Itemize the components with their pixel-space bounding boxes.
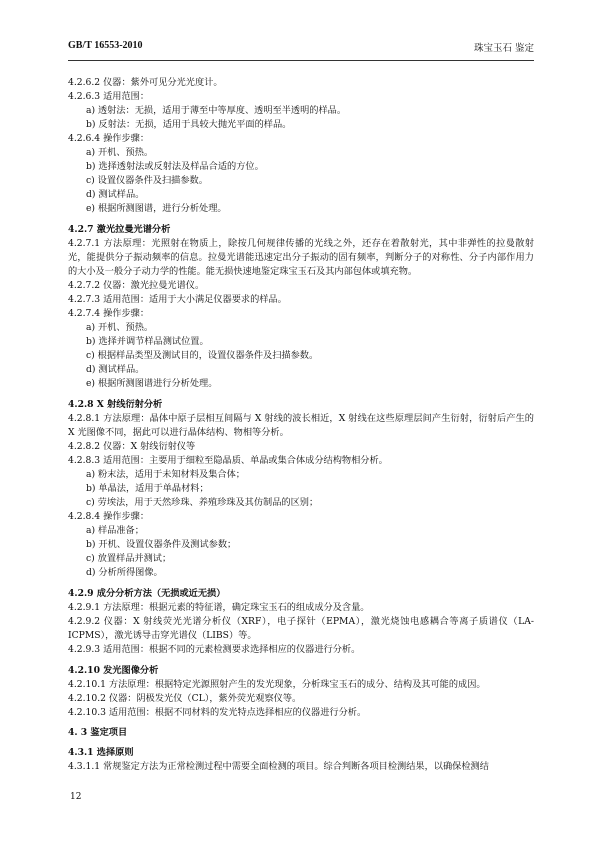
list-item: c) 根据样品类型及测试目的，设置仪器条件及扫描参数。 bbox=[86, 350, 319, 361]
list-item: d) 测试样品。 bbox=[86, 364, 145, 375]
clause-4-2-6-4: 4.2.6.4 操作步骤： bbox=[68, 133, 150, 144]
list-item: a) 开机、预热。 bbox=[86, 147, 154, 158]
section-4-2-10 bbox=[68, 664, 534, 720]
clause-4-2-6-3: 4.2.6.3 适用范围： bbox=[68, 91, 150, 102]
list-item: a) 透射法：无损，适用于薄至中等厚度、透明至半透明的样品。 bbox=[86, 105, 347, 116]
clause-4-2-7-4: 4.2.7.4 操作步骤： bbox=[68, 308, 150, 319]
clause-4-2-8-1: 4.2.8.1 方法原理：晶体中原子层相互间隔与 X 射线的波长相近，X 射线在这些原理层间产生衍射，衍射后产生的 X 光图像不同，据此可以进行晶体结构、物相等分析。 bbox=[68, 413, 534, 438]
list-item: d) 测试样品。 bbox=[86, 189, 145, 200]
clause-4-2-10-1: 4.2.10.1 方法原理：根据特定光源照射产生的发光现象，分析珠宝玉石的成分、结构及其可能的成因。 bbox=[68, 679, 486, 690]
clause-4-2-10-2: 4.2.10.2 仪器：阴极发光仪（CL），紫外荧光观察仪等。 bbox=[68, 693, 302, 704]
section-4-2-7 bbox=[68, 223, 534, 391]
list-item: e) 根据所测图谱，进行分析处理。 bbox=[86, 203, 227, 214]
list-item: b) 反射法：无损，适用于具较大抛光平面的样品。 bbox=[86, 119, 292, 130]
list-item: b) 开机、设置仪器条件及测试参数； bbox=[86, 539, 237, 550]
section-heading: 4.2.9 成分分析方法（无损或近无损） bbox=[68, 588, 226, 599]
clause-4-2-6-2: 4.2.6.2 仪器：紫外可见分光光度计。 bbox=[68, 77, 223, 88]
clause-4-2-8-3: 4.2.8.3 适用范围：主要用于细粒至隐晶质、单晶或集合体成分结构物相分析。 bbox=[68, 455, 388, 466]
list-item: b) 单晶法，适用于单晶材料； bbox=[86, 483, 209, 494]
document-body bbox=[68, 76, 534, 774]
section-heading: 4.2.10 发光图像分析 bbox=[68, 665, 159, 676]
clause-4-2-8-2: 4.2.8.2 仪器：X 射线衍射仪等 bbox=[68, 441, 196, 452]
list-item: d) 分析所得图像。 bbox=[86, 567, 163, 578]
clause-4-2-7-1: 4.2.7.1 方法原理：光照射在物质上，除按几何规律传播的光线之外，还存在着散射光，其中非弹性的拉曼散射光，能提供分子振动频率的信息。拉曼光谱能迅速定出分子振动的固有频率，判断分子的对称性、分子内部作用力的大小及一般分子动力学的性能。能无损快速地鉴定珠宝玉石及其内部包体或填充物。 bbox=[68, 238, 534, 277]
section-heading: 4. 3 鉴定项目 bbox=[68, 727, 128, 738]
clause-4-2-9-1: 4.2.9.1 方法原理：根据元素的特征谱，确定珠宝玉石的组成成分及含量。 bbox=[68, 602, 370, 613]
subsection-heading: 4.3.1 选择原则 bbox=[68, 747, 134, 758]
list-item: c) 放置样品并测试； bbox=[86, 553, 172, 564]
list-item: a) 样品准备； bbox=[86, 525, 144, 536]
list-item: c) 设置仪器条件及扫描参数。 bbox=[86, 175, 208, 186]
list-item: e) 根据所测图谱进行分析处理。 bbox=[86, 378, 218, 389]
list-item: b) 选择并调节样品测试位置。 bbox=[86, 336, 209, 347]
clause-4-3-1-1: 4.3.1.1 常规鉴定方法为正常检测过程中需要全面检测的项目。综合判断各项目检测结果，以确保检测结 bbox=[68, 761, 489, 772]
standard-code: GB/T 16553-2010 bbox=[68, 40, 143, 51]
section-4-2-8 bbox=[68, 398, 534, 580]
header-rule bbox=[68, 60, 534, 61]
section-4-2-9 bbox=[68, 587, 534, 657]
clause-4-2-9-2: 4.2.9.2 仪器：X 射线荧光光谱分析仪（XRF），电子探针（EPMA），激光烧蚀电感耦合等离子质谱仪（LA-ICPMS），激光诱导击穿光谱仪（LIBS）等。 bbox=[68, 616, 534, 641]
standard-title: 珠宝玉石 鉴定 bbox=[473, 43, 534, 54]
page-header bbox=[68, 40, 534, 54]
section-heading: 4.2.7 激光拉曼光谱分析 bbox=[68, 224, 171, 235]
list-item: a) 开机、预热。 bbox=[86, 322, 154, 333]
page-number: 12 bbox=[70, 792, 82, 802]
list-item: b) 选择透射法或反射法及样品合适的方位。 bbox=[86, 161, 264, 172]
clause-4-2-7-3: 4.2.7.3 适用范围：适用于大小满足仪器要求的样品。 bbox=[68, 294, 287, 305]
list-item: a) 粉末法，适用于未知材料及集合体； bbox=[86, 469, 245, 480]
clause-4-2-10-3: 4.2.10.3 适用范围：根据不同材料的发光特点选择相应的仪器进行分析。 bbox=[68, 707, 367, 718]
list-item: c) 劳埃法，用于天然珍珠、养殖珍珠及其仿制品的区别； bbox=[86, 497, 319, 508]
section-heading: 4.2.8 X 射线衍射分析 bbox=[68, 399, 163, 410]
section-4-2-6 bbox=[68, 76, 534, 216]
clause-4-2-7-2: 4.2.7.2 仪器：激光拉曼光谱仪。 bbox=[68, 280, 205, 291]
clause-4-2-8-4: 4.2.8.4 操作步骤： bbox=[68, 511, 150, 522]
section-4-3 bbox=[68, 726, 534, 774]
clause-4-2-9-3: 4.2.9.3 适用范围：根据不同的元素检测要求选择相应的仪器进行分析。 bbox=[68, 644, 361, 655]
